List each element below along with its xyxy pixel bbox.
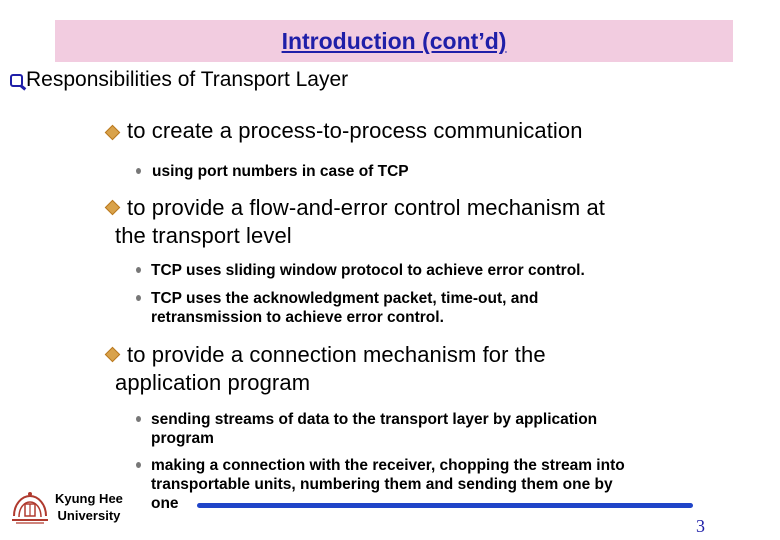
page-number: 3 [696, 516, 705, 536]
dot-bullet-icon [136, 267, 141, 273]
university-seal-icon [10, 490, 50, 524]
point-3-sub-1-cont: program [151, 430, 214, 447]
point-1-sub-1: using port numbers in case of TCP [152, 163, 409, 180]
diamond-bullet-icon [105, 125, 121, 141]
point-3-line-1: to provide a connection mechanism for the [127, 342, 546, 367]
point-3-line-2: application program [115, 370, 311, 395]
q-bullet-icon [10, 74, 23, 87]
title-bar [55, 20, 733, 62]
dot-bullet-icon [136, 416, 141, 422]
dot-bullet-icon [136, 462, 141, 468]
main-heading-text: Responsibilities of Transport Layer [26, 68, 349, 91]
point-3-sub-2-cont-2: one [151, 495, 179, 512]
main-heading [10, 68, 348, 92]
dot-bullet-icon [136, 168, 141, 174]
diamond-bullet-icon [105, 347, 121, 363]
point-2-sub-2-cont: retransmission to achieve error control. [151, 309, 444, 326]
university-name-line-2: University [57, 508, 121, 523]
point-3-sub-2: making a connection with the receiver, chopping the stream into [151, 457, 625, 474]
diamond-bullet-icon [105, 200, 121, 216]
dot-bullet-icon [136, 295, 141, 301]
point-1-line-1: to create a process-to-process communication [127, 118, 583, 143]
slide-title: Introduction (cont’d) [281, 28, 507, 54]
point-2-sub-1: TCP uses sliding window protocol to achieve error control. [151, 262, 585, 279]
university-name [55, 490, 123, 524]
point-3-sub-1: sending streams of data to the transport layer by application [151, 411, 598, 428]
university-name-line-1: Kyung Hee [55, 491, 123, 506]
point-2-line-2: the transport level [115, 223, 292, 248]
footer-divider [197, 503, 693, 508]
point-2-line-1: to provide a flow-and-error control mechanism at [127, 195, 606, 220]
point-3-sub-2-cont: transportable units, numbering them and sending them one by [151, 476, 613, 493]
point-2-sub-2: TCP uses the acknowledgment packet, time-out, and [151, 290, 539, 307]
